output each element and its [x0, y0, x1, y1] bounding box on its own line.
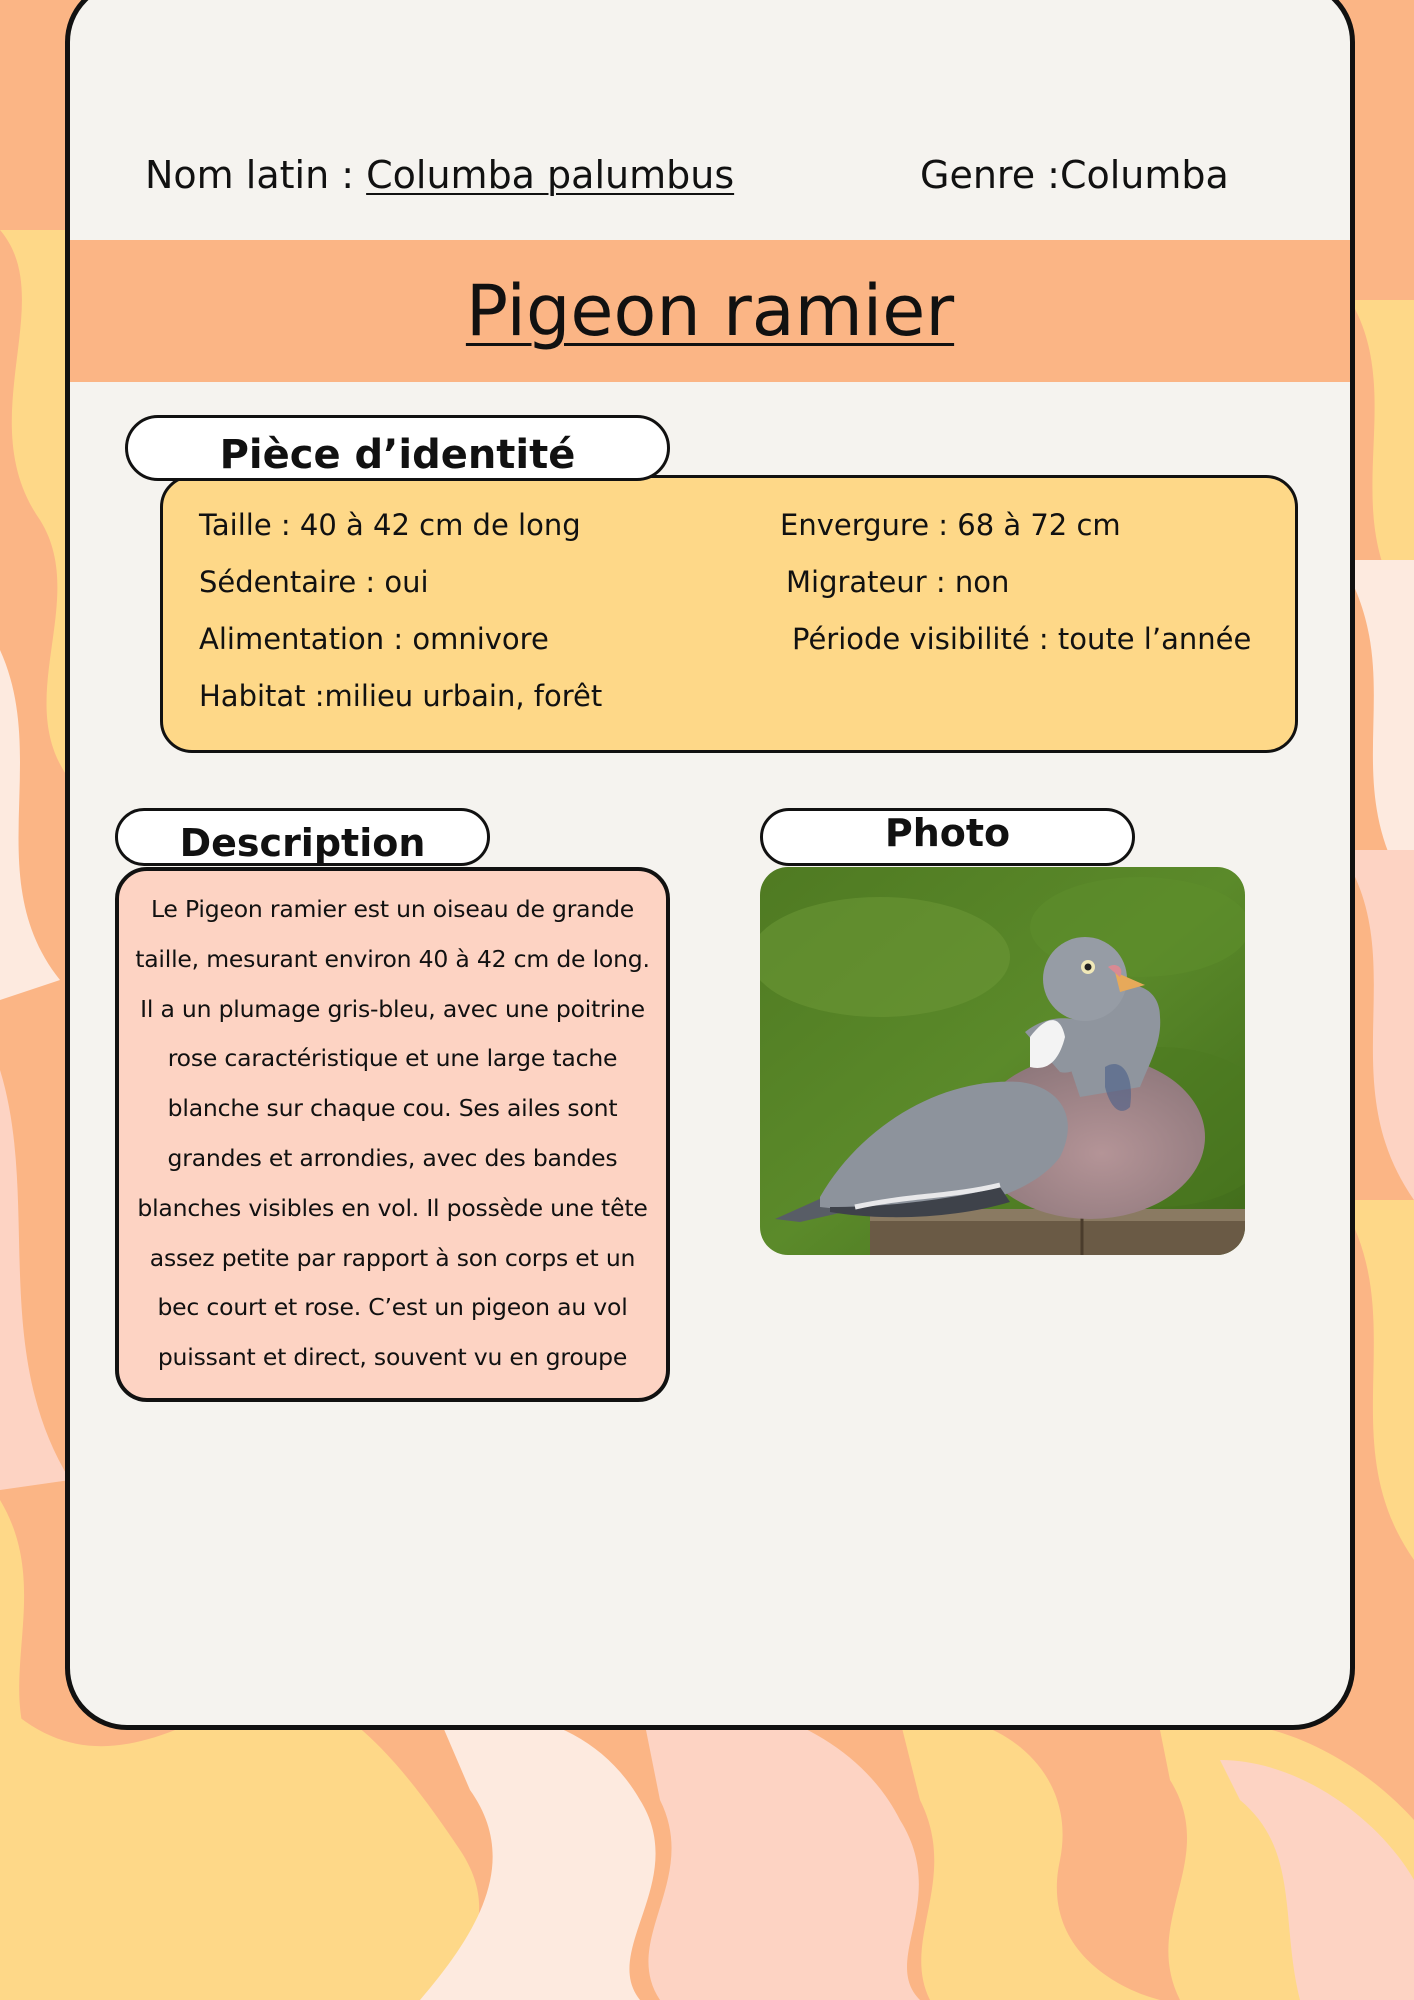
- diet-field: Alimentation : omnivore: [199, 622, 549, 656]
- pigeon-illustration: [760, 867, 1245, 1255]
- visibility-period-field: Période visibilité : toute l’année: [792, 622, 1252, 656]
- page-title: Pigeon ramier: [465, 270, 955, 352]
- wingspan-field: Envergure : 68 à 72 cm: [780, 508, 1121, 542]
- latin-name-line: [145, 153, 734, 197]
- description-box: [115, 867, 670, 1402]
- species-card: [65, 0, 1355, 1730]
- identity-box: [160, 475, 1298, 753]
- size-field: Taille : 40 à 42 cm de long: [199, 508, 581, 542]
- latin-name-label: Nom latin :: [145, 153, 367, 197]
- sedentary-field: Sédentaire : oui: [199, 565, 429, 599]
- photo-heading: Photo: [760, 808, 1135, 866]
- genus-line: Genre :Columba: [920, 153, 1229, 197]
- description-text: Le Pigeon ramier est un oiseau de grande taille, mesurant environ 40 à 42 cm de long. Il a un plumage gris-bleu, avec une poitrine rose caractéristique et une large tache blanche sur chaque cou. Ses ailes sont grandes et arrondies, avec des bandes blanches visibles en vol. Il possède une tête assez petite par rapport à son corps et un bec court et rose. C’est un pigeon au vol puissant et direct, souvent vu en groupe: [135, 895, 650, 1372]
- title-band: [70, 240, 1350, 382]
- latin-name-value: Columba palumbus: [366, 153, 735, 197]
- identity-heading: Pièce d’identité: [125, 415, 670, 481]
- description-heading: Description: [115, 808, 490, 866]
- pigeon-photo: [760, 867, 1245, 1255]
- habitat-field: Habitat :milieu urbain, forêt: [199, 679, 603, 713]
- migratory-field: Migrateur : non: [786, 565, 1010, 599]
